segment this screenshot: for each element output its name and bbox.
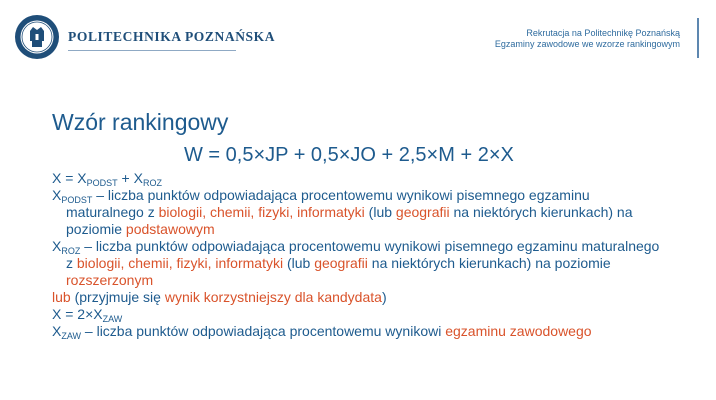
header-accent-bar (697, 18, 699, 58)
slide-content (52, 170, 662, 340)
subjects-highlight: biologii, chemii, fizyki, informatyki (76, 255, 284, 271)
x-zaw-definition: $X = 2\times X_{ZAW}$ (52, 306, 123, 324)
university-seal-logo (14, 14, 60, 60)
x-sub-roz: ROZ (142, 178, 162, 188)
header-subtitle (495, 28, 680, 50)
brand-underline (68, 50, 236, 51)
level-highlight: rozszerzonym (66, 272, 154, 288)
x-definition (52, 170, 662, 187)
header-subtitle-line-1: Rekrutacja na Politechnikę Poznańską (526, 28, 680, 38)
x-plus: + X (117, 170, 143, 186)
university-brand-name: POLITECHNIKA POZNAŃSKA (68, 29, 276, 44)
roz-definition: $X_{ROZ}$ – liczba punktów odpowiadająca procentowemu wynikowi pisemnego egzaminu maturalnego z biologii, chemii, fizyki, informatyki (lub geografii na niektórych kierunkach) na poziomie rozszerzonym (52, 238, 660, 288)
lub-word: lub (52, 289, 71, 305)
subjects-highlight: biologii, chemii, fizyki, informatyki (158, 204, 365, 220)
exam-highlight: egzaminu zawodowego (445, 323, 592, 339)
podst-definition: $X_{PODST}$ – liczba punktów odpowiadająca procentowemu wynikowi pisemnego egzaminu maturalnego z biologii, chemii, fizyki, informatyki (lub geografii na niektórych kierunkach) na poziomie podstawowym (52, 187, 633, 237)
zaw-definition: $X_{ZAW}$ – liczba punktów odpowiadająca procentowemu wynikowi egzaminu zawodowego (52, 323, 592, 341)
better-result-highlight: wynik korzystniejszy dla kandydata (164, 289, 382, 305)
geography-highlight: geografii (395, 204, 450, 220)
geography-highlight: geografii (314, 255, 368, 271)
slide-title: Wzór rankingowy (52, 109, 229, 135)
level-highlight: podstawowym (125, 221, 215, 237)
lub-note: lub (przyjmuje się wynik korzystniejszy dla kandydata) (52, 289, 387, 305)
ranking-formula: W = 0,5×JP + 0,5×JO + 2,5×M + 2×X (184, 144, 514, 166)
x-sub-podst: PODST (86, 178, 118, 188)
x-eq: X = X (52, 170, 87, 186)
header-subtitle-line-2: Egzaminy zawodowe we wzorze rankingowym (494, 39, 680, 49)
